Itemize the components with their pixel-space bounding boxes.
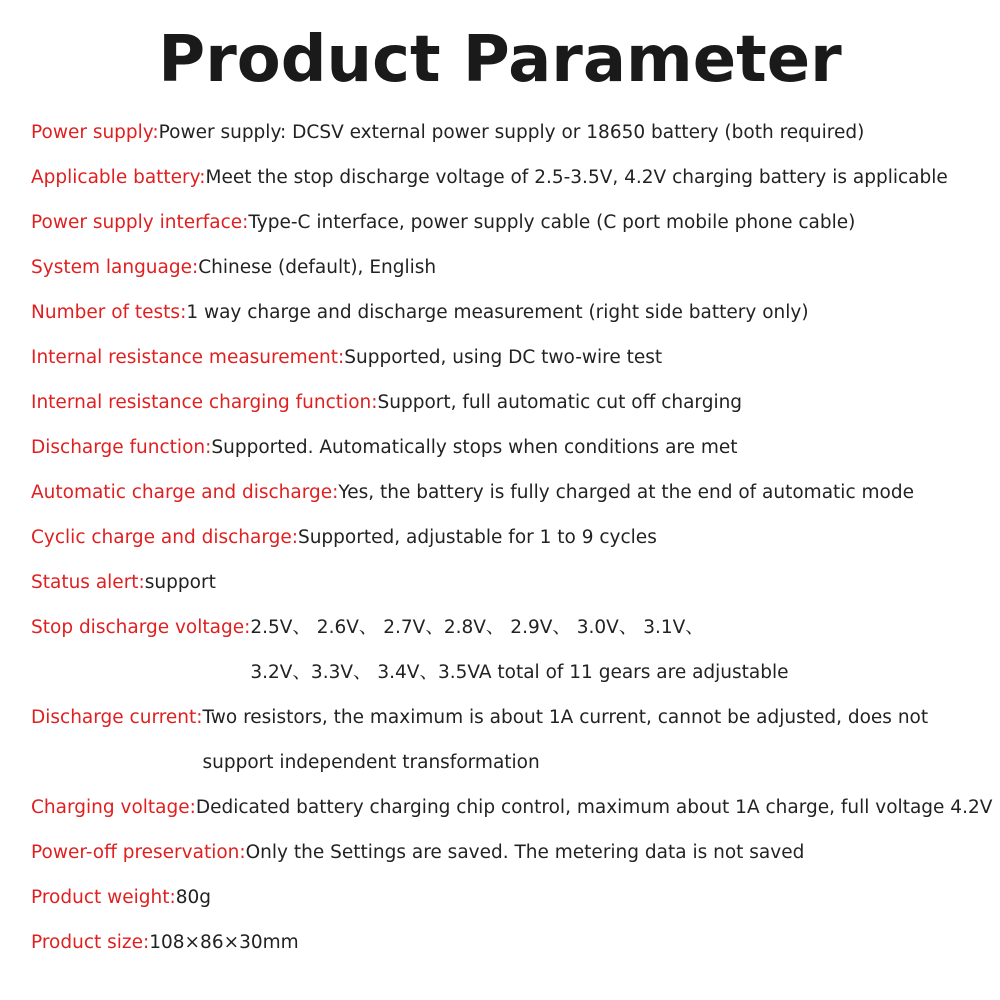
parameter-value-line: Support, full automatic cut off charging (377, 392, 743, 413)
parameter-row (31, 245, 991, 290)
parameter-label: Status alert: (31, 572, 145, 593)
parameter-value-line: Power supply: DCSV external power supply or 18650 battery (both required) (158, 122, 865, 143)
parameter-value (186, 290, 808, 335)
parameter-value-line: Only the Settings are saved. The metering data is not saved (245, 842, 805, 863)
parameter-value-line: Yes, the battery is fully charged at the end of automatic mode (338, 482, 914, 503)
parameter-value (344, 335, 662, 380)
parameter-list (31, 110, 991, 965)
parameter-row (31, 605, 991, 695)
parameter-row (31, 290, 991, 335)
parameter-label: System language: (31, 257, 199, 278)
parameter-value (298, 515, 657, 560)
parameter-value-line: 1 way charge and discharge measurement (right side battery only) (186, 302, 809, 323)
parameter-value-line: Meet the stop discharge voltage of 2.5-3.5V, 4.2V charging battery is applicable (205, 167, 948, 188)
parameter-row (31, 110, 991, 155)
parameter-row (31, 425, 991, 470)
parameter-row (31, 335, 991, 380)
parameter-row (31, 830, 991, 875)
parameter-row (31, 380, 991, 425)
parameter-row (31, 515, 991, 560)
parameter-value-line: Supported, using DC two-wire test (344, 347, 663, 368)
parameter-row (31, 875, 991, 920)
parameter-row (31, 200, 991, 245)
parameter-label: Automatic charge and discharge: (31, 482, 339, 503)
parameter-value-line: support (144, 572, 216, 593)
parameter-label: Internal resistance measurement: (31, 347, 345, 368)
parameter-label: Product weight: (31, 887, 176, 908)
parameter-value-line: 108×86×30mm (149, 932, 299, 953)
parameter-label: Applicable battery: (31, 167, 206, 188)
parameter-label: Discharge function: (31, 437, 212, 458)
parameter-value (338, 470, 914, 515)
parameter-value (159, 110, 865, 155)
parameter-row (31, 155, 991, 200)
parameter-value (248, 200, 855, 245)
parameter-value (203, 695, 929, 785)
parameter-value (246, 830, 805, 875)
parameter-row (31, 785, 991, 830)
parameter-value-line: 80g (175, 887, 212, 908)
parameter-value (149, 920, 298, 965)
parameter-value-line: Two resistors, the maximum is about 1A current, cannot be adjusted, does not (202, 707, 929, 728)
parameter-row (31, 695, 991, 785)
parameter-value-line: 2.5V、 2.6V、 2.7V、2.8V、 2.9V、 3.0V、 3.1V、 (250, 617, 704, 638)
parameter-value-line: 3.2V、3.3V、 3.4V、3.5VA total of 11 gears are adjustable (250, 662, 789, 683)
parameter-value (198, 245, 436, 290)
page-title: Product Parameter (158, 23, 842, 97)
parameter-row (31, 560, 991, 605)
parameter-label: Power supply: (31, 122, 159, 143)
parameter-value (250, 605, 788, 695)
parameter-value (196, 785, 993, 830)
parameter-label: Power-off preservation: (31, 842, 246, 863)
parameter-row (31, 920, 991, 965)
parameter-label: Product size: (31, 932, 150, 953)
parameter-label: Internal resistance charging function: (31, 392, 378, 413)
parameter-value (206, 155, 948, 200)
parameter-value-line: Dedicated battery charging chip control, maximum about 1A charge, full voltage 4.2V (195, 797, 993, 818)
parameter-label: Number of tests: (31, 302, 187, 323)
parameter-label: Charging voltage: (31, 797, 196, 818)
parameter-value-line: support independent transformation (202, 752, 540, 773)
parameter-row (31, 470, 991, 515)
parameter-value-line: Chinese (default), English (198, 257, 437, 278)
parameter-value (211, 425, 737, 470)
parameter-label: Power supply interface: (31, 212, 249, 233)
parameter-value-line: Supported, adjustable for 1 to 9 cycles (297, 527, 657, 548)
parameter-value-line: Type-C interface, power supply cable (C port mobile phone cable) (248, 212, 856, 233)
parameter-value (145, 560, 216, 605)
parameter-label: Cyclic charge and discharge: (31, 527, 298, 548)
parameter-value-line: Supported. Automatically stops when conditions are met (211, 437, 738, 458)
parameter-value (377, 380, 742, 425)
parameter-value (176, 875, 211, 920)
parameter-label: Discharge current: (31, 707, 203, 728)
parameter-label: Stop discharge voltage: (31, 617, 251, 638)
